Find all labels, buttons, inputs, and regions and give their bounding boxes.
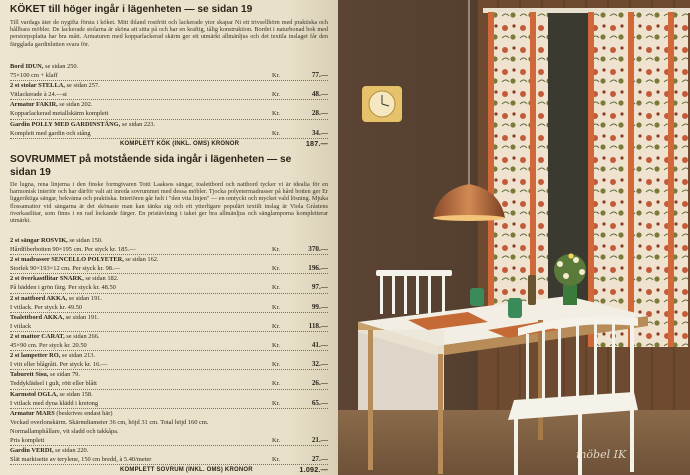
item-detail: I vitt eller blågrått. Per styck kr. 16.— bbox=[10, 361, 108, 369]
bedroom-row bbox=[10, 283, 328, 293]
bedroom-row-description bbox=[10, 313, 99, 322]
item-price: 32.— bbox=[311, 360, 328, 369]
item-price: 370.— bbox=[308, 245, 328, 254]
item-detail: I vitlack. Per styck kr. 49.50 bbox=[10, 303, 83, 311]
bedroom-row-description bbox=[10, 303, 82, 312]
item-detail: Veckad overlonskärm. Skärmdiameter 36 cm, höjd 31 cm. Total höjd 160 cm. bbox=[10, 418, 209, 426]
kitchen-row bbox=[10, 100, 328, 109]
bedroom-row bbox=[10, 446, 328, 455]
currency-label: Kr. bbox=[272, 322, 280, 330]
bottle bbox=[528, 275, 536, 305]
bedroom-row bbox=[10, 418, 328, 427]
bedroom-total-row bbox=[10, 465, 328, 475]
bedroom-row-description bbox=[10, 427, 119, 436]
item-name: 2 st sängar ROSVIK, bbox=[10, 237, 68, 244]
item-name: Gardin POLLY MED GARDINSTÅNG, bbox=[10, 120, 121, 128]
item-name: Toalettbord AKKA, bbox=[10, 313, 65, 321]
bedroom-row-description bbox=[10, 379, 97, 388]
currency-label: Kr. bbox=[272, 110, 280, 118]
bedroom-row-description bbox=[10, 332, 99, 341]
kitchen-row-description bbox=[10, 100, 92, 109]
green-mug bbox=[470, 288, 484, 306]
kitchen-row-description bbox=[10, 71, 58, 80]
item-price: 196.— bbox=[308, 264, 328, 273]
bedroom-row bbox=[10, 427, 328, 436]
kitchen-total-price: 187.— bbox=[305, 138, 328, 148]
currency-label: Kr. bbox=[272, 284, 280, 292]
bedroom-row-description bbox=[10, 341, 87, 350]
kitchen-row-description bbox=[10, 109, 108, 118]
item-price: 26.— bbox=[311, 379, 328, 388]
bedroom-row-description bbox=[10, 255, 159, 264]
item-name: 2 st mattor CARAT, bbox=[10, 332, 65, 340]
kitchen-row-description bbox=[10, 129, 91, 138]
item-name: Armatur MARS bbox=[10, 409, 55, 417]
bedroom-row-description bbox=[10, 446, 88, 455]
bedroom-heading bbox=[10, 153, 291, 179]
kitchen-row bbox=[10, 81, 328, 90]
bedroom-row-description bbox=[10, 294, 102, 303]
bedroom-row bbox=[10, 360, 328, 370]
item-detail: Normallamphållare, vit sladd och takkåpa. bbox=[10, 427, 119, 435]
item-name: 2 st madrasser SENCELLO POLYETER, bbox=[10, 256, 124, 264]
bedroom-row-description bbox=[10, 418, 208, 427]
item-name: 2 st stolar STELLA, bbox=[10, 82, 65, 90]
item-detail: se sidan 257. bbox=[64, 82, 100, 90]
item-detail: se sidan 158. bbox=[57, 390, 93, 398]
item-price: 118.— bbox=[308, 321, 328, 330]
kitchen-row bbox=[10, 71, 328, 81]
item-detail: Storlek 90×193×12 cm. Per styck kr. 98.— bbox=[10, 265, 120, 273]
item-detail: se sidan 191. bbox=[64, 313, 99, 321]
kitchen-row bbox=[10, 109, 328, 119]
bedroom-row-description bbox=[10, 245, 136, 254]
item-name: 2 st nattbord AKKA, bbox=[10, 294, 68, 302]
item-name: Karmstol OGLA, bbox=[10, 390, 58, 398]
item-name: Taburett Sisu, bbox=[10, 371, 49, 379]
item-detail: se sidan 191. bbox=[67, 294, 102, 302]
item-detail: På bädden i grön färg. Per styck kr. 48.50 bbox=[10, 284, 116, 292]
item-detail: se sidan 202. bbox=[57, 101, 93, 109]
item-detail: Teddyklädsel i gult, rött eller blått bbox=[10, 380, 97, 388]
curtain-left bbox=[488, 12, 548, 322]
kitchen-photo bbox=[338, 0, 690, 475]
bedroom-row-description bbox=[10, 390, 93, 399]
bedroom-row-description bbox=[10, 399, 98, 408]
bedroom-row bbox=[10, 264, 328, 274]
bedroom-row bbox=[10, 379, 328, 389]
bedroom-row-description bbox=[10, 264, 120, 273]
bedroom-row bbox=[10, 341, 328, 351]
bedroom-row-description bbox=[10, 283, 116, 292]
item-price: 48.— bbox=[311, 90, 328, 99]
item-price: 99.— bbox=[311, 302, 328, 311]
bedroom-row bbox=[10, 313, 328, 322]
bedroom-row bbox=[10, 236, 328, 245]
item-detail: Pris komplett bbox=[10, 436, 45, 444]
currency-label: Kr. bbox=[272, 129, 280, 137]
photo-signature: möbel IK bbox=[576, 448, 627, 461]
item-detail: se sidan 150. bbox=[67, 237, 103, 244]
currency-label: Kr. bbox=[272, 399, 280, 407]
item-detail: se sidan 162. bbox=[123, 256, 159, 264]
bedroom-row bbox=[10, 245, 328, 255]
item-price: 77.— bbox=[311, 71, 328, 80]
bedroom-row-description bbox=[10, 274, 119, 283]
kitchen-row-description bbox=[10, 90, 67, 99]
currency-label: Kr. bbox=[272, 436, 280, 444]
bedroom-row bbox=[10, 455, 328, 465]
bedroom-row bbox=[10, 322, 328, 332]
bedroom-row-description bbox=[10, 351, 95, 360]
item-detail: 75×100 cm + klaff bbox=[10, 72, 58, 80]
kitchen-total-label: KOMPLETT KÖK (INKL. OMS) KRONOR bbox=[120, 140, 240, 147]
kitchen-row bbox=[10, 129, 328, 139]
item-detail: se sidan 79. bbox=[48, 371, 80, 379]
item-name: Gardin VERDI, bbox=[10, 447, 54, 455]
item-price: 27.— bbox=[311, 455, 328, 464]
bedroom-row-description bbox=[10, 322, 31, 331]
kitchen-row bbox=[10, 90, 328, 100]
bedroom-intro: De lugna, rena linjerna i den finske formgivaren Totti Laaksos sängar, toalettbord och nattbord tycker vi är idealia för en harmonisk interiör och har därför valt att inreda sovrummet med dessa möbler. Tjocka polyetermadrasser på hård botten ger Er liggeriktiga sängar, bekväma och praktiska. Interiören går helt i "den vita linjen" — en omtyckt och mycket vald lösning. Mjuka flossamattor vid sängarna är det skönaste man kan tänka sig och ett ytterligare populärt textilt inslag är Viola Gråstens överkastlitar, som finns i en rad lockande färger. En pristävlning i taket ger bra allmänljus och sänglamporna kompletterar utmärkt. bbox=[10, 181, 328, 225]
bedroom-row-description bbox=[10, 236, 103, 245]
item-detail: se sidan 220. bbox=[53, 447, 89, 455]
kitchen-row-description bbox=[10, 81, 100, 90]
item-name: 2 st lampetter RO, bbox=[10, 352, 61, 360]
bedroom-row-description bbox=[10, 455, 151, 464]
bedroom-row bbox=[10, 370, 328, 379]
item-detail: I vitlack med dyna klädd i kretong bbox=[10, 399, 99, 407]
bedroom-row bbox=[10, 351, 328, 360]
kitchen-interior-illustration bbox=[338, 0, 690, 475]
currency-label: Kr. bbox=[272, 380, 280, 388]
item-price: 41.— bbox=[311, 341, 328, 350]
item-price: 21.— bbox=[311, 435, 328, 444]
bedroom-price-list bbox=[10, 236, 328, 475]
kitchen-row bbox=[10, 120, 328, 129]
item-price: 97.— bbox=[311, 283, 328, 292]
item-name: Bord IDUN, bbox=[10, 63, 44, 70]
item-detail: se sidan 213. bbox=[60, 352, 96, 360]
item-detail: I vitlack bbox=[10, 322, 32, 330]
item-detail: se sidan 250. bbox=[43, 63, 79, 70]
item-detail: Slät markisette av terylene, 150 cm bredd, à 5.40/meter bbox=[10, 456, 152, 464]
kitchen-total-row bbox=[10, 139, 328, 149]
currency-label: Kr. bbox=[272, 72, 280, 80]
item-detail: 45×90 cm. Per styck kr. 20.50 bbox=[10, 342, 87, 350]
kitchen-heading: KÖKET till höger ingår i lägenheten — se sidan 19 bbox=[10, 4, 253, 15]
item-name: 2 st överkastflitar SNARK, bbox=[10, 275, 84, 283]
item-detail: Kopparlackerad metallskärm komplett bbox=[10, 110, 109, 118]
bedroom-row bbox=[10, 274, 328, 283]
currency-label: Kr. bbox=[272, 303, 280, 311]
currency-label: Kr. bbox=[272, 246, 280, 254]
item-detail: se sidan 223. bbox=[120, 120, 156, 128]
item-detail: se sidan 266. bbox=[64, 332, 100, 340]
item-detail: Komplett med gardin och stång bbox=[10, 129, 91, 137]
currency-label: Kr. bbox=[272, 265, 280, 273]
bedroom-heading-line1: SOVRUMMET på motstående sida ingår i lägenheten — se bbox=[10, 154, 292, 165]
kitchen-row-description bbox=[10, 62, 78, 71]
bedroom-heading-line2: sidan 19 bbox=[10, 167, 51, 178]
bedroom-total-label: KOMPLETT SOVRUM (INKL. OMS) KRONOR bbox=[120, 467, 253, 474]
currency-label: Kr. bbox=[272, 361, 280, 369]
currency-label: Kr. bbox=[272, 342, 280, 350]
item-name: Armatur FAKIR, bbox=[10, 101, 58, 109]
item-detail: Vitlackerade à 24.—st bbox=[10, 91, 67, 99]
bedroom-row-description bbox=[10, 370, 80, 379]
bedroom-row bbox=[10, 399, 328, 409]
bedroom-row bbox=[10, 436, 328, 446]
flower-pot bbox=[563, 285, 577, 305]
bedroom-row bbox=[10, 255, 328, 264]
currency-label: Kr. bbox=[272, 91, 280, 99]
bedroom-total-price: 1.092.— bbox=[299, 465, 328, 475]
item-detail: se sidan 182. bbox=[83, 275, 119, 283]
bedroom-row-description bbox=[10, 360, 107, 369]
bedroom-row bbox=[10, 303, 328, 313]
item-price: 34.— bbox=[311, 128, 328, 137]
item-detail: (beskrives endast här) bbox=[54, 409, 113, 417]
kitchen-row-description bbox=[10, 120, 155, 129]
bedroom-row bbox=[10, 409, 328, 418]
bedroom-row bbox=[10, 332, 328, 341]
bedroom-row bbox=[10, 390, 328, 399]
bedroom-row-description bbox=[10, 409, 112, 418]
item-price: 65.— bbox=[311, 398, 328, 407]
kitchen-row bbox=[10, 62, 328, 71]
currency-label: Kr. bbox=[272, 456, 280, 464]
item-price: 28.— bbox=[311, 109, 328, 118]
bedroom-row-description bbox=[10, 436, 44, 445]
text-page bbox=[0, 0, 338, 475]
bedroom-row bbox=[10, 294, 328, 303]
kitchen-intro: Till vardags äter de nygifta första i köket. Mitt ibland rostfritt och lackerade ytor skapar Ni ett trivsellhörn med praktiska och hållbara möbler. De lackerade stolarna är sköna att sitta på och har en kraftig, tålig konstruktion. Bordet i naturbonad bok med perstorpsplatta har bra mått. Armaturen med kopparlackerad skärm ger ett utmärkt allmänljus och det textila inslaget får den färgglada gardinlutten svara för. bbox=[10, 19, 328, 48]
kitchen-price-list bbox=[10, 62, 328, 149]
item-detail: Hårdfiberbotten 90×195 cm. Per styck kr. 185.— bbox=[10, 246, 136, 254]
